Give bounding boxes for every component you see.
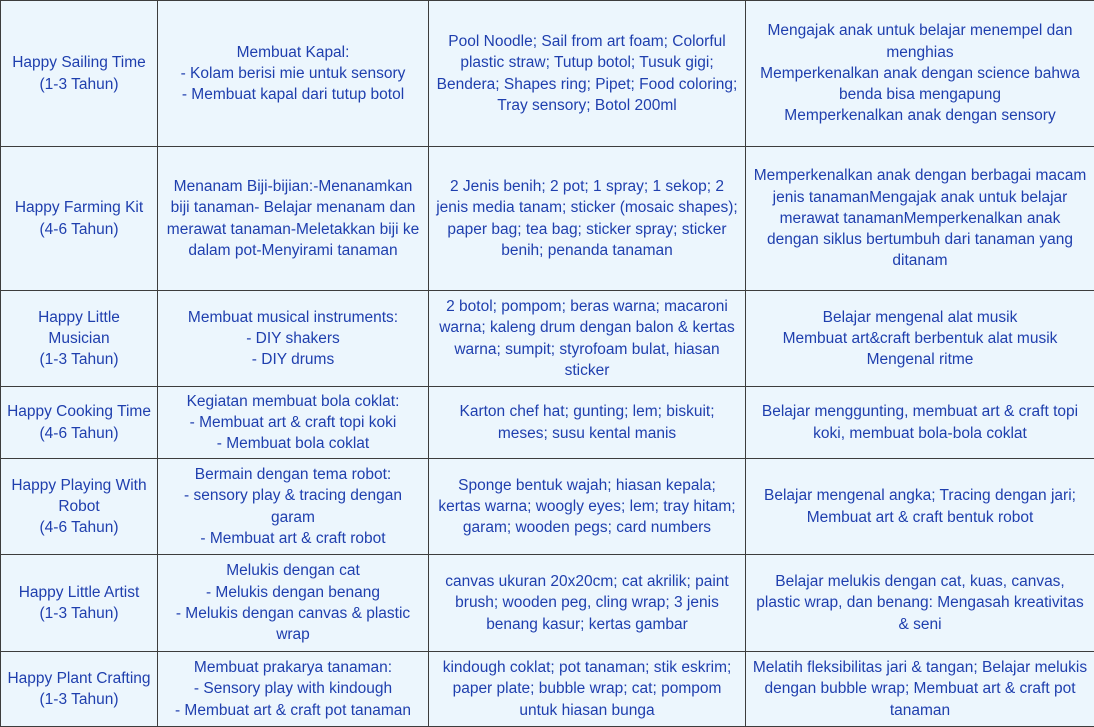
program-cell — [1, 387, 158, 459]
materials-cell: 2 botol; pompom; beras warna; macaroni warna; kaleng drum dengan balon & kertas warna; sumpit; styrofoam bulat, hiasan sticker — [429, 291, 746, 387]
activities-cell — [158, 652, 429, 727]
table-row — [1, 652, 1094, 727]
program-cell — [1, 291, 158, 387]
goal-line: Melatih fleksibilitas jari & tangan; Belajar melukis dengan bubble wrap; Membuat art & craft pot tanaman — [752, 657, 1088, 721]
program-age: (1-3 Tahun) — [7, 74, 151, 95]
activity-line: - DIY shakers — [164, 328, 422, 349]
program-age: (4-6 Tahun) — [7, 423, 151, 444]
activity-line: - Melukis dengan benang — [164, 582, 422, 603]
table-row — [1, 555, 1094, 652]
goals-cell — [746, 147, 1094, 291]
program-name: Happy Little Musician — [7, 307, 151, 350]
activity-line: - Membuat kapal dari tutup botol — [164, 84, 422, 105]
materials-cell: Sponge bentuk wajah; hiasan kepala; kertas warna; woogly eyes; lem; tray hitam; garam; wooden pegs; card numbers — [429, 459, 746, 555]
activity-line: - Membuat art & craft robot — [164, 528, 422, 549]
table-row — [1, 291, 1094, 387]
activities-cell — [158, 291, 429, 387]
program-cell — [1, 147, 158, 291]
program-name: Happy Farming Kit — [7, 197, 151, 218]
activities-cell — [158, 459, 429, 555]
goal-line: Membuat art&craft berbentuk alat musik — [752, 328, 1088, 349]
activity-line: Membuat prakarya tanaman: — [164, 657, 422, 678]
goals-cell — [746, 555, 1094, 652]
activities-cell — [158, 147, 429, 291]
activity-line: Bermain dengan tema robot: — [164, 464, 422, 485]
activity-line: - sensory play & tracing dengan garam — [164, 485, 422, 528]
program-cell — [1, 652, 158, 727]
activity-line: Membuat musical instruments: — [164, 307, 422, 328]
goal-line: Belajar mengenal alat musik — [752, 307, 1088, 328]
activity-line: - Kolam berisi mie untuk sensory — [164, 63, 422, 84]
materials-cell: Karton chef hat; gunting; lem; biskuit; meses; susu kental manis — [429, 387, 746, 459]
materials-cell: 2 Jenis benih; 2 pot; 1 spray; 1 sekop; 2 jenis media tanam; sticker (mosaic shapes); paper bag; tea bag; sticker spray; sticker benih; penanda tanaman — [429, 147, 746, 291]
goals-cell — [746, 291, 1094, 387]
activity-line: - Melukis dengan canvas & plastic wrap — [164, 603, 422, 646]
materials-cell: Pool Noodle; Sail from art foam; Colorful plastic straw; Tutup botol; Tusuk gigi; Bendera; Shapes ring; Pipet; Food coloring; Tray sensory; Botol 200ml — [429, 1, 746, 147]
activity-line: - Membuat art & craft pot tanaman — [164, 700, 422, 721]
activities-cell — [158, 1, 429, 147]
program-age: (4-6 Tahun) — [7, 219, 151, 240]
materials-cell: kindough coklat; pot tanaman; stik eskrim; paper plate; bubble wrap; cat; pompom untuk hiasan bunga — [429, 652, 746, 727]
activities-cell — [158, 555, 429, 652]
goal-line: Mengenal ritme — [752, 349, 1088, 370]
program-name: Happy Plant Crafting — [7, 668, 151, 689]
program-age: (1-3 Tahun) — [7, 349, 151, 370]
activity-line: Melukis dengan cat — [164, 560, 422, 581]
program-cell — [1, 555, 158, 652]
table-row — [1, 147, 1094, 291]
goals-cell — [746, 459, 1094, 555]
goal-line: Belajar melukis dengan cat, kuas, canvas, plastic wrap, dan benang: Mengasah kreativitas & seni — [752, 571, 1088, 635]
activity-line: - DIY drums — [164, 349, 422, 370]
goal-line: Belajar menggunting, membuat art & craft topi koki, membuat bola-bola coklat — [752, 401, 1088, 444]
program-age: (1-3 Tahun) — [7, 689, 151, 710]
table-row — [1, 1, 1094, 147]
program-age: (4-6 Tahun) — [7, 517, 151, 538]
activities-cell — [158, 387, 429, 459]
goal-line: Memperkenalkan anak dengan science bahwa benda bisa mengapung — [752, 63, 1088, 106]
goals-cell — [746, 652, 1094, 727]
activity-line: Membuat Kapal: — [164, 42, 422, 63]
table-row — [1, 387, 1094, 459]
program-age: (1-3 Tahun) — [7, 603, 151, 624]
activity-line: - Membuat art & craft topi koki — [164, 412, 422, 433]
materials-cell: canvas ukuran 20x20cm; cat akrilik; paint brush; wooden peg, cling wrap; 3 jenis benang kasur; kertas gambar — [429, 555, 746, 652]
activity-line: Kegiatan membuat bola coklat: — [164, 391, 422, 412]
program-name: Happy Little Artist — [7, 582, 151, 603]
program-name: Happy Sailing Time — [7, 52, 151, 73]
program-cell — [1, 459, 158, 555]
goals-cell — [746, 1, 1094, 147]
activity-line: - Membuat bola coklat — [164, 433, 422, 454]
program-name: Happy Cooking Time — [7, 401, 151, 422]
table-row — [1, 459, 1094, 555]
program-name: Happy Playing With Robot — [7, 475, 151, 518]
goal-line: Memperkenalkan anak dengan berbagai macam jenis tanamanMengajak anak untuk belajar merawat tanamanMemperkenalkan anak dengan siklus bertumbuh dari tanaman yang ditanam — [752, 165, 1088, 271]
goal-line: Mengajak anak untuk belajar menempel dan menghias — [752, 20, 1088, 63]
goals-cell — [746, 387, 1094, 459]
activity-line: - Sensory play with kindough — [164, 678, 422, 699]
activity-line: Menanam Biji-bijian:-Menanamkan biji tanaman- Belajar menanam dan merawat tanaman-Meletakkan biji ke dalam pot-Menyirami tanaman — [164, 176, 422, 261]
goal-line: Belajar mengenal angka; Tracing dengan jari; Membuat art & craft bentuk robot — [752, 485, 1088, 528]
program-cell — [1, 1, 158, 147]
goal-line: Memperkenalkan anak dengan sensory — [752, 105, 1088, 126]
